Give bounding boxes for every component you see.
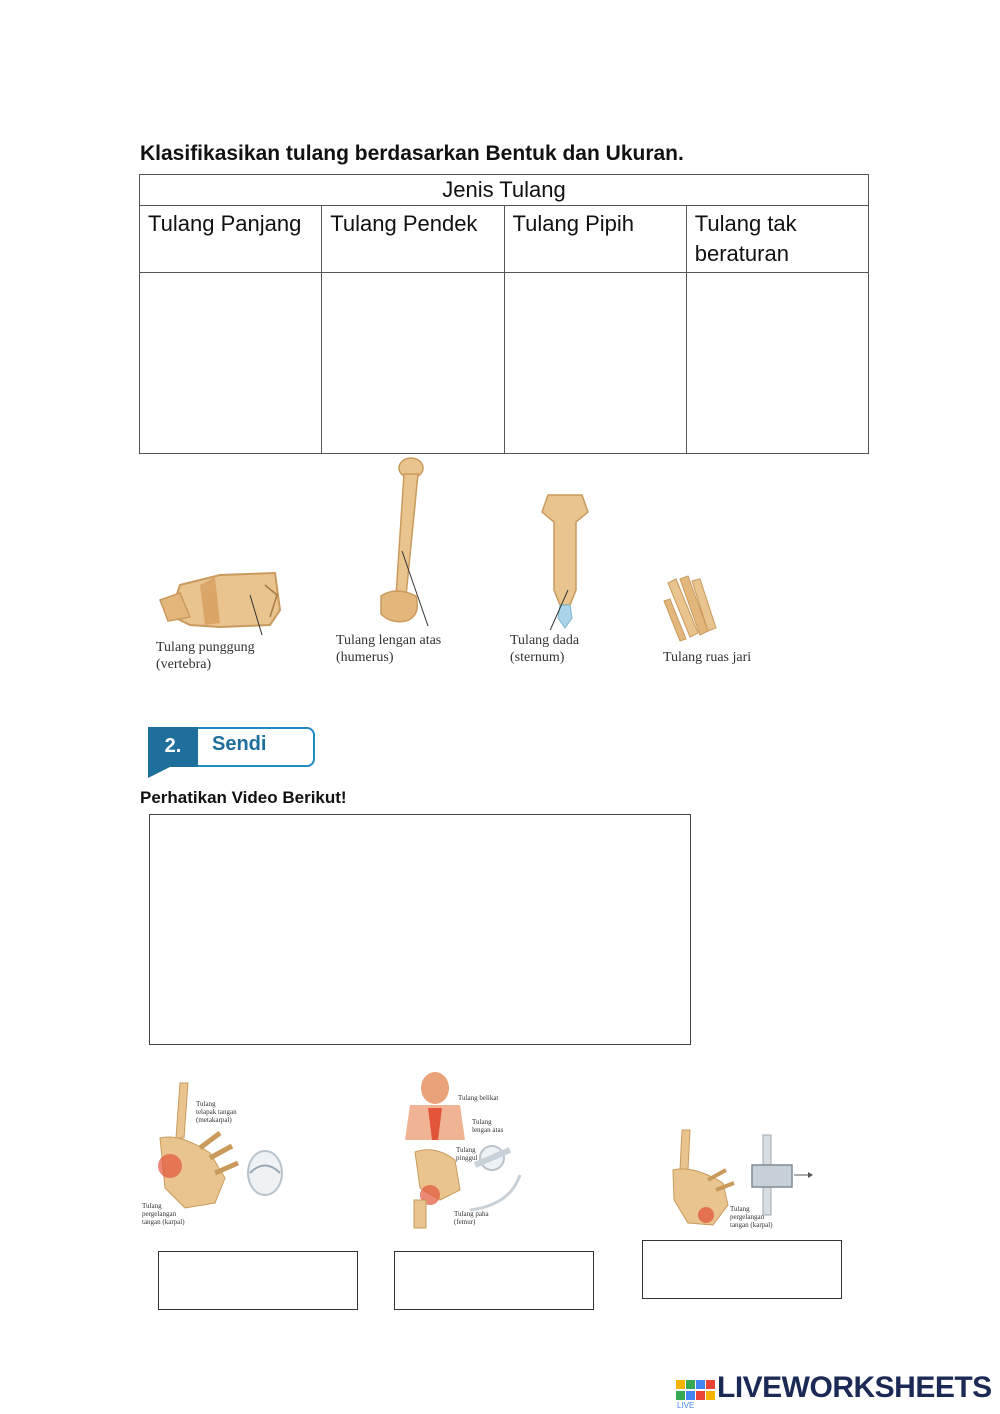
drop-zone-flat-bone[interactable] — [504, 273, 686, 454]
liveworksheets-brand: LIVEWORKSHEETS — [717, 1371, 992, 1404]
label-line: lengan atas — [472, 1126, 504, 1134]
ball-label-scapula: Tulang belikat — [458, 1094, 499, 1102]
label-line: (metakarpal) — [196, 1116, 232, 1124]
label-line: Tulang paha — [454, 1210, 489, 1218]
caption-line: Tulang punggung — [156, 640, 255, 655]
label-line: tangan (karpal) — [730, 1221, 773, 1229]
finger-bone-caption: Tulang ruas jari — [663, 650, 752, 665]
ball-socket-joint-figure — [400, 1070, 535, 1230]
section-title: Sendi — [212, 733, 267, 755]
humerus-icon — [336, 456, 466, 631]
label-line: pergelangan — [730, 1213, 765, 1221]
answer-box-joint-1[interactable] — [158, 1251, 358, 1310]
label-line: Tulang — [472, 1118, 492, 1126]
caption-line: Tulang dada — [510, 633, 580, 648]
hinge-label-top — [196, 1100, 237, 1124]
section-number: 2. — [148, 727, 198, 767]
drop-zone-long-bone[interactable] — [140, 273, 322, 454]
label-line: pinggul — [456, 1154, 478, 1162]
caption-line: (sternum) — [510, 650, 565, 665]
column-header-long-bone: Tulang Panjang — [140, 206, 322, 273]
caption-line: (humerus) — [336, 650, 394, 665]
answer-box-joint-2[interactable] — [394, 1251, 594, 1310]
humerus-caption — [336, 632, 441, 666]
caption-line: (vertebra) — [156, 657, 212, 672]
pivot-joint-figure — [668, 1125, 813, 1235]
label-line: pergelangan — [142, 1210, 177, 1218]
pivot-label — [730, 1205, 773, 1229]
video-player[interactable] — [149, 814, 691, 1045]
worksheet-heading: Klasifikasikan tulang berdasarkan Bentuk dan Ukuran. — [140, 142, 684, 165]
label-line: Tulang — [142, 1202, 162, 1210]
vertebra-icon — [150, 555, 300, 640]
hinge-joint-figure — [140, 1078, 300, 1228]
label-line: Tulang — [730, 1205, 750, 1213]
label-line: (femur) — [454, 1218, 476, 1226]
humerus-card[interactable] — [336, 456, 466, 671]
drop-zone-short-bone[interactable] — [322, 273, 504, 454]
liveworksheets-logo-icon — [676, 1378, 718, 1408]
label-line: tangan (karpal) — [142, 1218, 185, 1226]
label-line: telapak tangan — [196, 1108, 237, 1116]
answer-box-joint-3[interactable] — [642, 1240, 842, 1299]
sternum-card[interactable] — [510, 490, 620, 670]
hinge-label-bottom — [142, 1202, 185, 1226]
sternum-caption — [510, 632, 579, 666]
label-line: Tulang — [196, 1100, 216, 1108]
table-title: Jenis Tulang — [140, 175, 869, 206]
video-instruction: Perhatikan Video Berikut! — [140, 788, 347, 807]
ball-label-pelvis — [456, 1146, 477, 1162]
bone-classification-table — [139, 174, 869, 454]
column-header-flat-bone: Tulang Pipih — [504, 206, 686, 273]
ball-label-femur — [454, 1210, 489, 1226]
drop-zone-irregular-bone[interactable] — [686, 273, 868, 454]
ball-label-humerus — [472, 1118, 503, 1134]
column-header-short-bone: Tulang Pendek — [322, 206, 504, 273]
logo-badge-text: LIVE — [677, 1401, 695, 1408]
vertebra-card[interactable] — [150, 555, 300, 675]
finger-bone-card[interactable] — [660, 573, 780, 673]
section-tab-arrow-icon — [148, 766, 172, 778]
column-header-irregular-bone: Tulang tak beraturan — [686, 206, 868, 273]
label-line: Tulang — [456, 1146, 476, 1154]
vertebra-caption — [156, 639, 255, 673]
liveworksheets-logo — [676, 1378, 718, 1408]
caption-line: Tulang lengan atas — [336, 633, 442, 648]
sternum-icon — [510, 490, 620, 630]
finger-bone-icon — [660, 573, 730, 645]
